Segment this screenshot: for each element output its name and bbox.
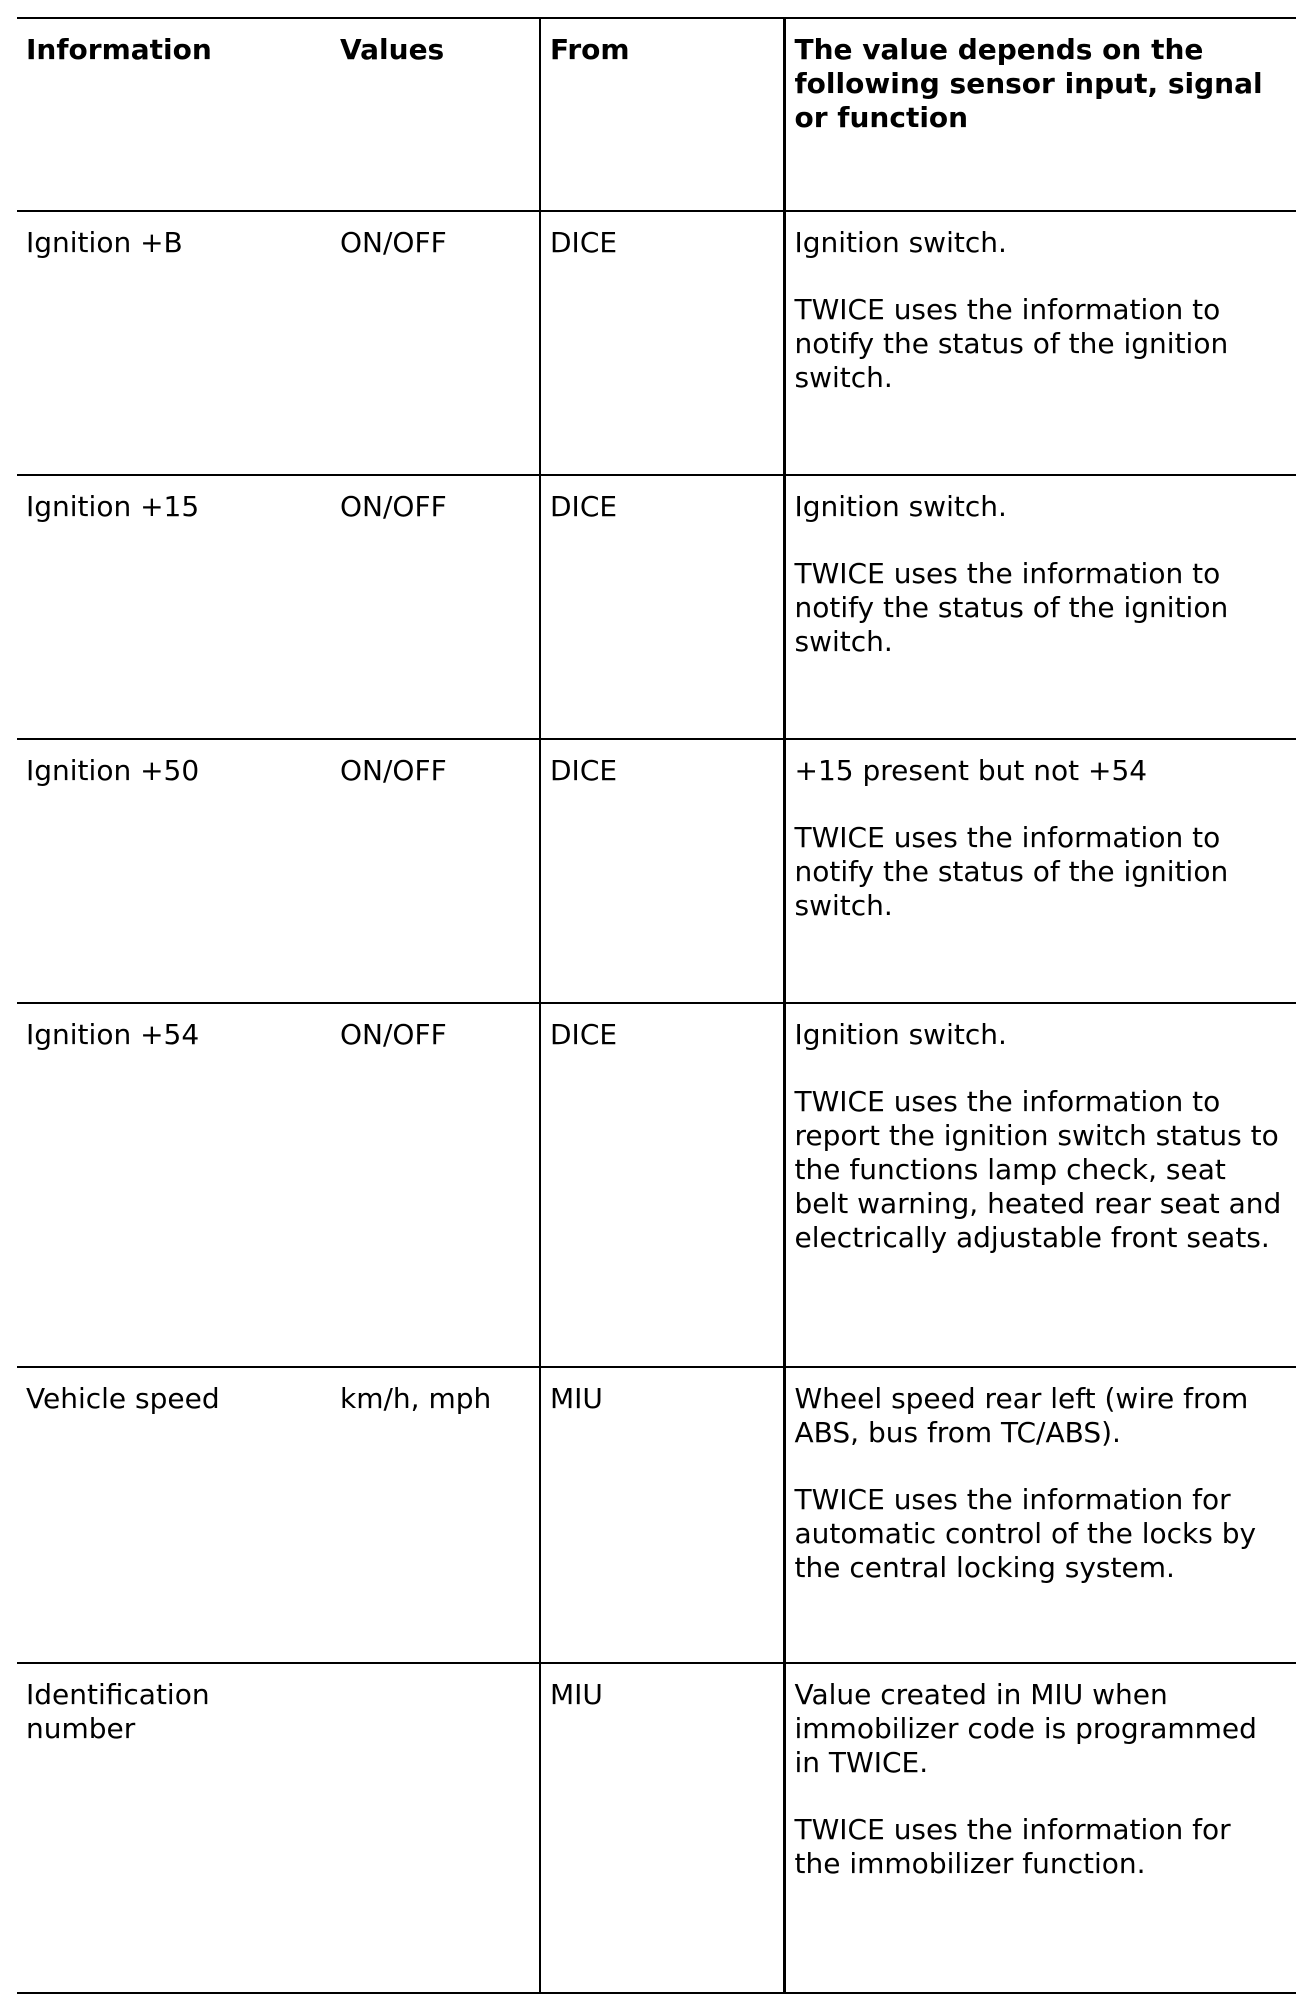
depends-paragraph: TWICE uses the information for automatic control of the locks by the central locking system. xyxy=(794,1483,1257,1584)
table-row xyxy=(17,739,1296,1003)
depends-paragraph: TWICE uses the information to notify the status of the ignition switch. xyxy=(794,821,1229,922)
header-information: Information xyxy=(17,18,331,211)
depends-paragraph: Wheel speed rear left (wire from ABS, bus from TC/ABS). xyxy=(794,1382,1249,1449)
depends-paragraph: Ignition switch. xyxy=(794,490,1007,523)
depends-paragraph: TWICE uses the information to notify the status of the ignition switch. xyxy=(794,293,1229,394)
depends-paragraph: +15 present but not +54 xyxy=(794,754,1148,787)
cell-information: Ignition +15 xyxy=(17,475,331,739)
cell-depends xyxy=(784,1003,1296,1367)
depends-paragraph: TWICE uses the information for the immobilizer function. xyxy=(794,1813,1231,1880)
signal-information-table xyxy=(17,17,1296,1994)
document-sheet xyxy=(17,17,1296,1987)
header-depends: The value depends on the following sensor input, signal or function xyxy=(784,18,1296,211)
table-row xyxy=(17,1367,1296,1663)
cell-from: DICE xyxy=(540,1003,784,1367)
header-values: Values xyxy=(331,18,540,211)
cell-values: km/h, mph xyxy=(331,1367,540,1663)
cell-from: MIU xyxy=(540,1663,784,1993)
cell-information: Ignition +B xyxy=(17,211,331,475)
cell-information: Ignition +54 xyxy=(17,1003,331,1367)
table-row xyxy=(17,1663,1296,1993)
cell-values: ON/OFF xyxy=(331,211,540,475)
header-from: From xyxy=(540,18,784,211)
depends-paragraph: Ignition switch. xyxy=(794,1018,1007,1051)
cell-from: DICE xyxy=(540,211,784,475)
depends-paragraph: Value created in MIU when immobilizer code is programmed in TWICE. xyxy=(794,1678,1257,1779)
cell-depends xyxy=(784,475,1296,739)
cell-from: DICE xyxy=(540,739,784,1003)
cell-values xyxy=(331,1663,540,1993)
cell-information: Identification number xyxy=(17,1663,331,1993)
cell-values: ON/OFF xyxy=(331,1003,540,1367)
cell-information: Ignition +50 xyxy=(17,739,331,1003)
cell-from: DICE xyxy=(540,475,784,739)
table-row xyxy=(17,1003,1296,1367)
cell-from: MIU xyxy=(540,1367,784,1663)
cell-depends xyxy=(784,739,1296,1003)
depends-paragraph: Ignition switch. xyxy=(794,226,1007,259)
table-header-row xyxy=(17,18,1296,211)
table-row xyxy=(17,211,1296,475)
cell-depends xyxy=(784,211,1296,475)
table-row xyxy=(17,475,1296,739)
cell-information: Vehicle speed xyxy=(17,1367,331,1663)
cell-depends xyxy=(784,1367,1296,1663)
cell-values: ON/OFF xyxy=(331,739,540,1003)
depends-paragraph: TWICE uses the information to report the ignition switch status to the functions lamp check, seat belt warning, heated rear seat and electrically adjustable front seats. xyxy=(794,1085,1282,1254)
depends-paragraph: TWICE uses the information to notify the status of the ignition switch. xyxy=(794,557,1229,658)
cell-values: ON/OFF xyxy=(331,475,540,739)
cell-depends xyxy=(784,1663,1296,1993)
